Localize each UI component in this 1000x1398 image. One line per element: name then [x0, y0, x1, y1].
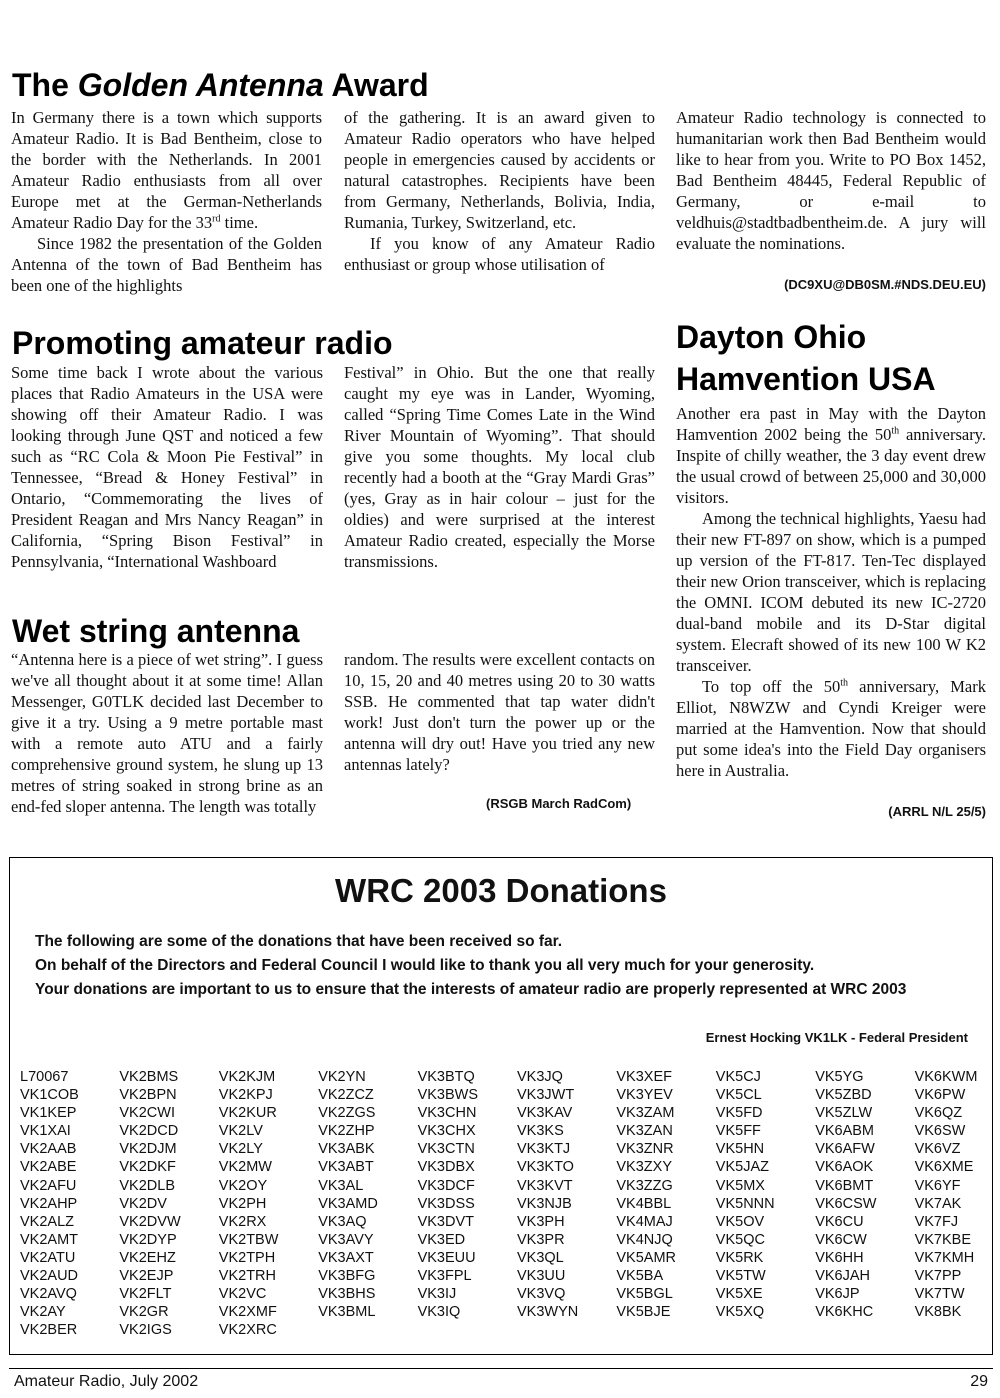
intro-line: On behalf of the Directors and Federal Council I would like to thank you all very much for your generosity. [35, 957, 815, 974]
callsign: VK5XE [715, 1286, 763, 1303]
callsign: VK3ZAM [616, 1105, 675, 1122]
callsign: VK6JP [815, 1286, 860, 1303]
callsign: VK7KMH [914, 1249, 975, 1266]
callsign: VK6BMT [815, 1177, 874, 1194]
golden-col-1 [11, 107, 322, 296]
callsign: VK4NJQ [616, 1231, 673, 1248]
callsign: VK2GR [119, 1304, 169, 1321]
callsign-column [20, 1068, 79, 1339]
callsign: VK3CHX [417, 1123, 476, 1140]
callsign: VK3CTN [417, 1141, 475, 1158]
callsign: VK2PH [218, 1195, 267, 1212]
callsign: VK5JAZ [715, 1159, 769, 1176]
callsign: VK6QZ [914, 1105, 963, 1122]
callsign: VK5BJE [616, 1304, 671, 1321]
callsign: VK3ZNR [616, 1141, 674, 1158]
callsign: VK3BFG [318, 1268, 376, 1285]
callsign: VK2DYP [119, 1231, 177, 1248]
callsign: VK2ATU [20, 1249, 76, 1266]
wet-col-2 [344, 649, 655, 775]
callsign-column [915, 1068, 978, 1321]
wet-string-title: Wet string antenna [12, 613, 300, 649]
callsign: VK3IQ [417, 1304, 461, 1321]
footer-rule [9, 1368, 993, 1369]
dayton-title-line-1: Dayton Ohio [676, 319, 867, 355]
callsign: VK2KUR [218, 1105, 277, 1122]
callsign: VK5FD [715, 1105, 763, 1122]
callsign: VK2ZGS [318, 1105, 376, 1122]
callsign: VK6HH [815, 1249, 864, 1266]
callsign: VK2BPN [119, 1087, 177, 1104]
callsign: VK5YG [815, 1069, 864, 1085]
callsign: VK7PP [914, 1268, 962, 1285]
callsign: VK3BML [318, 1304, 376, 1321]
callsign: VK5QC [715, 1231, 765, 1248]
callsign: VK2XMF [218, 1304, 277, 1321]
callsign-column [616, 1068, 676, 1321]
callsign: VK6SW [914, 1123, 966, 1140]
paragraph: Since 1982 the presentation of the Golden Antenna of the town of Bad Bentheim has been one of the highlights [11, 234, 322, 295]
callsign: VK6JAH [815, 1268, 870, 1285]
paragraph: “Antenna here is a piece of wet string”. I guess we've all thought about it at some time! Allan Messenger, G0TLK decided last December to give it a try. Using a 9 metre portable mast with a remote auto ATU and a fairly comprehensive ground system, he slung up 13 metres of string soaked in strong brine as an end-fed sloper antenna. The length was totally [11, 650, 323, 816]
callsign: VK3UU [517, 1268, 566, 1285]
callsign: VK5OV [715, 1213, 765, 1230]
callsign: VK5AMR [616, 1249, 677, 1266]
dayton-title-line-2: Hamvention USA [676, 361, 936, 397]
paragraph: Festival” in Ohio. But the one that really caught my eye was in Lander, Wyoming, called “Spring Time Comes Late in the Wind River Mountain of Wyoming”. That should give you some thoughts. My local club recently had a booth at the “Gray Mardi Gras” (yes, Gray as in hair colour – just for the oldies) and were surprised at the interest Amateur Radio created, especially the Morse transmissions. [344, 363, 655, 571]
callsign: VK2LY [218, 1141, 263, 1158]
callsign: VK6AOK [815, 1159, 874, 1176]
callsign: VK3FPL [417, 1268, 472, 1285]
callsign: VK7FJ [914, 1213, 959, 1230]
callsign: VK3DSS [417, 1195, 475, 1212]
callsign: VK2BMS [119, 1069, 179, 1085]
callsign: VK2DKF [119, 1159, 176, 1176]
callsign: VK5FF [715, 1123, 761, 1140]
paragraph: If you know of any Amateur Radio enthusiast or group whose utilisation of [344, 234, 655, 274]
title-emphasis: Golden Antenna [77, 67, 324, 103]
callsign: VK6AFW [815, 1141, 875, 1158]
callsign: VK2XRC [218, 1322, 277, 1339]
wet-credit: (RSGB March RadCom) [486, 796, 632, 811]
paragraph: Some time back I wrote about the various places that Radio Amateurs in the USA were showing off their Amateur Radio. I was looking through June QST and noticed a few such as “RC Cola & Moon Pie Festival” in Tennessee, “Bread & Honey Festival” in Ontario, “Commemorating the lives of President Reagan and Mrs Nancy Reagan” in California, “Spring Bison Festival” in Pennsylvania, “International Washboard [11, 363, 323, 571]
paragraph: In Germany there is a town which supports Amateur Radio. It is Bad Bentheim, close to the border with the Netherlands. In 2001 Amateur Radio enthusiasts from all over Europe met at the German-Netherlands Amateur Radio Day for the 33rd time. [11, 108, 322, 232]
donations-title: WRC 2003 Donations [335, 872, 667, 909]
callsign: VK3ZAN [616, 1123, 673, 1140]
callsign: VK3DVT [417, 1213, 475, 1230]
callsign: VK6KHC [815, 1304, 874, 1321]
callsign: VK3ABK [318, 1141, 375, 1158]
callsign: VK3XEF [616, 1069, 672, 1085]
footer-page-number: 29 [970, 1373, 988, 1390]
callsign: VK3VQ [517, 1286, 566, 1303]
callsign: VK2ZHP [318, 1123, 375, 1140]
callsign: VK2TBW [218, 1231, 279, 1248]
callsign: VK3BHS [318, 1286, 376, 1303]
callsign: VK6XME [914, 1159, 974, 1176]
callsign-column [318, 1068, 378, 1321]
callsign: VK7KBE [914, 1231, 972, 1248]
callsign: VK5HN [715, 1141, 765, 1158]
callsign-column [219, 1068, 279, 1339]
golden-antenna-title [12, 66, 429, 104]
callsign-column [815, 1068, 876, 1321]
paragraph: To top off the 50th anniversary, Mark Elliot, N8WZW and Cyndi Kreiger were married at the Hamvention. Now that should put some idea's into the Field Day organisers here in Australia. [676, 677, 986, 780]
callsign: VK2AMT [20, 1231, 79, 1248]
donations-intro [35, 930, 965, 1002]
callsign: VK6PW [914, 1087, 966, 1104]
callsign: VK5CL [715, 1087, 762, 1104]
paragraph: Amateur Radio technology is connected to humanitarian work then Bad Bentheim would like to hear from you. Write to PO Box 1452, Bad Bentheim 48445, Federal Republic of Germany, or e-mail to veldhuis@stadtbadbentheim.de. A jury will evaluate the nominations. [676, 108, 986, 253]
callsign: VK3BWS [417, 1087, 479, 1104]
callsign: VK3ZXY [616, 1159, 672, 1176]
callsign: VK7AK [914, 1195, 962, 1212]
callsign: VK3AMD [318, 1195, 378, 1212]
footer-publication: Amateur Radio, July 2002 [14, 1373, 199, 1390]
callsign: VK2EHZ [119, 1249, 176, 1266]
callsign: VK3KTO [517, 1159, 574, 1176]
callsign: VK3NJB [517, 1195, 572, 1212]
callsign: VK3ED [417, 1231, 466, 1248]
callsign: L70067 [20, 1069, 69, 1085]
callsign: VK3WYN [517, 1304, 579, 1321]
callsign: VK3QL [517, 1249, 564, 1266]
callsign: VK3AQ [318, 1213, 367, 1230]
callsign: VK2AVQ [20, 1286, 77, 1303]
callsign: VK6KWM [914, 1069, 978, 1085]
callsign: VK2DCD [119, 1123, 179, 1140]
title-suffix: Award [323, 67, 429, 103]
callsign: VK2LV [218, 1123, 263, 1140]
callsign: VK3JQ [517, 1069, 563, 1085]
callsign-column [119, 1068, 180, 1339]
callsign: VK2DLB [119, 1177, 176, 1194]
paragraph: Among the technical highlights, Yaesu had their new FT-897 on show, which is a pumped up version of the FT-817. Ten-Tec displayed their new Orion transceiver, which is replacing the OMNI. ICOM debuted its new IC-2720 dual-band mobile and its D-Star digital system. Elecraft showed of its new 100 W K2 transceiver. [676, 509, 986, 675]
callsign: VK1XAI [20, 1123, 71, 1140]
callsign: VK3YEV [616, 1087, 673, 1104]
callsign: VK2DVW [119, 1213, 181, 1230]
callsign: VK6YF [914, 1177, 961, 1194]
callsign: VK4BBL [616, 1195, 672, 1212]
golden-col-2 [344, 107, 655, 275]
paragraph: of the gathering. It is an award given to Amateur Radio operators who have helped people in emergencies caused by accidents or natural catastrophes. Recipients have been from Germany, Netherlands, Bolivia, India, Rumania, Turkey, Switzerland, etc. [344, 108, 655, 232]
callsign: VK2DJM [119, 1141, 177, 1158]
callsign: VK2AAB [20, 1141, 77, 1158]
callsign: VK6CU [815, 1213, 864, 1230]
golden-credit: (DC9XU@DB0SM.#NDS.DEU.EU) [784, 277, 986, 292]
callsign: VK3PR [517, 1231, 565, 1248]
callsign: VK2AHP [20, 1195, 78, 1212]
callsign: VK2BER [20, 1322, 78, 1339]
callsign: VK2TPH [218, 1249, 276, 1266]
dayton-credit: (ARRL N/L 25/5) [888, 804, 986, 819]
paragraph: Another era past in May with the Dayton Hamvention 2002 being the 50th anniversary. Inspite of chilly weather, the 3 day event drew the usual crowd of between 25,000 and 30,000 visitors. [676, 404, 986, 507]
callsign: VK2ALZ [20, 1213, 74, 1230]
title-prefix: The [12, 67, 78, 103]
callsign: VK3PH [517, 1213, 565, 1230]
callsign: VK3KS [517, 1123, 564, 1140]
promoting-col-1 [11, 362, 323, 572]
callsign: VK5BA [616, 1268, 664, 1285]
callsign: VK2AFU [20, 1177, 77, 1194]
callsign: VK2AY [20, 1304, 66, 1321]
callsign: VK5NNN [715, 1195, 775, 1212]
callsign: VK2YN [318, 1069, 366, 1085]
dayton-col [676, 403, 986, 781]
callsign-column [517, 1068, 578, 1321]
callsign: VK2ZCZ [318, 1087, 374, 1104]
callsign: VK5TW [715, 1268, 766, 1285]
callsign: VK5MX [715, 1177, 765, 1194]
callsign: VK3KVT [517, 1177, 573, 1194]
callsign: VK5RK [715, 1249, 764, 1266]
callsign: VK1COB [20, 1087, 79, 1104]
callsign: VK2AUD [20, 1268, 79, 1285]
callsign: VK2EJP [119, 1268, 174, 1285]
callsign: VK3JWT [517, 1087, 575, 1104]
donations-box [9, 857, 993, 1355]
callsign: VK3DBX [417, 1159, 475, 1176]
callsign: VK6VZ [914, 1141, 961, 1158]
callsign: VK2CWI [119, 1105, 175, 1122]
callsign: VK2KJM [218, 1069, 276, 1085]
callsign: VK3AXT [318, 1249, 374, 1266]
promoting-col-2 [344, 362, 655, 572]
callsign: VK5BGL [616, 1286, 673, 1303]
callsign: VK3BTQ [417, 1069, 475, 1085]
callsign: VK6CSW [815, 1195, 877, 1212]
callsign: VK3AVY [318, 1231, 374, 1248]
wet-col-1 [11, 649, 323, 817]
callsign: VK3CHN [417, 1105, 477, 1122]
callsign-column [418, 1068, 478, 1321]
callsign: VK1KEP [20, 1105, 77, 1122]
intro-line: Your donations are important to us to ensure that the interests of amateur radio are properly represented at WRC 2003 [35, 981, 907, 998]
callsign: VK5ZLW [815, 1105, 873, 1122]
promoting-title: Promoting amateur radio [12, 325, 393, 361]
callsign: VK2OY [218, 1177, 268, 1194]
callsign: VK3KAV [517, 1105, 573, 1122]
callsign: VK6CW [815, 1231, 867, 1248]
callsign: VK6ABM [815, 1123, 875, 1140]
donations-signature: Ernest Hocking VK1LK - Federal President [705, 1030, 968, 1045]
callsign: VK3AL [318, 1177, 364, 1194]
paragraph: random. The results were excellent contacts on 10, 15, 20 and 40 metres using 20 to 30 watts SSB. He commented that tap water didn't work! Just don't turn the power up or the antenna will dry out! Have you tried any new antennas lately? [344, 650, 655, 774]
callsign: VK8BK [914, 1304, 962, 1321]
callsign: VK2DV [119, 1195, 167, 1212]
callsign: VK2TRH [218, 1268, 277, 1285]
callsign: VK3ZZG [616, 1177, 673, 1194]
callsign-column [716, 1068, 775, 1321]
callsign: VK5XQ [715, 1304, 765, 1321]
golden-col-3 [676, 107, 986, 254]
callsign: VK3ABT [318, 1159, 374, 1176]
callsign: VK7TW [914, 1286, 965, 1303]
callsign: VK2RX [218, 1213, 267, 1230]
callsign: VK2VC [218, 1286, 267, 1303]
callsign: VK5CJ [715, 1069, 761, 1085]
intro-line: The following are some of the donations that have been received so far. [35, 933, 563, 950]
callsign: VK2FLT [119, 1286, 172, 1303]
callsign: VK2IGS [119, 1322, 172, 1339]
callsign: VK2MW [218, 1159, 272, 1176]
callsign: VK5ZBD [815, 1087, 872, 1104]
callsign: VK3DCF [417, 1177, 475, 1194]
callsign: VK4MAJ [616, 1213, 673, 1230]
callsign: VK2KPJ [218, 1087, 273, 1104]
callsign: VK3KTJ [517, 1141, 571, 1158]
callsign: VK2ABE [20, 1159, 77, 1176]
callsign: VK3IJ [417, 1286, 457, 1303]
callsign: VK3EUU [417, 1249, 476, 1266]
